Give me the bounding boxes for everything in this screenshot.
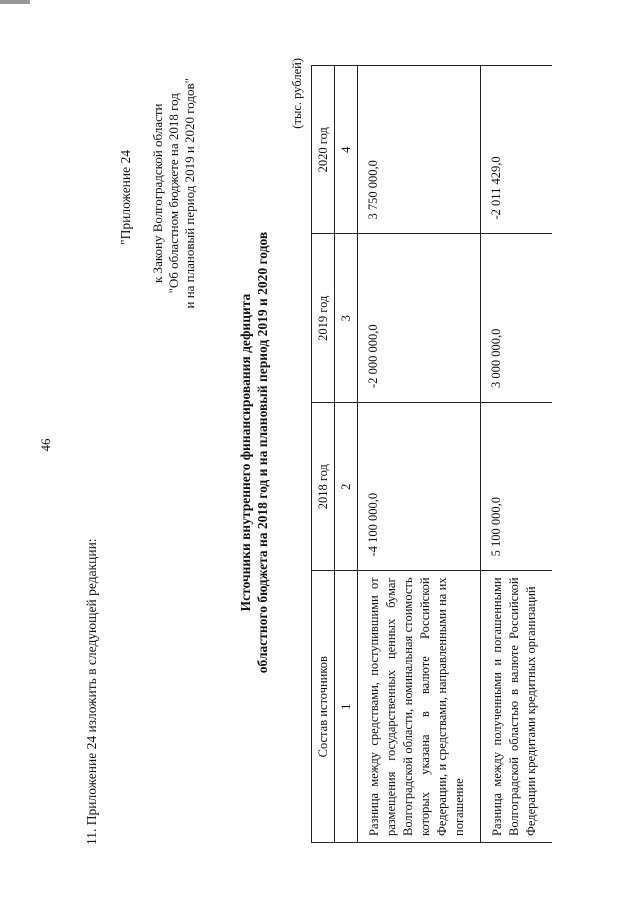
law-ref-line1: к Закону Волгоградской области [150, 103, 165, 284]
column-number-row [335, 66, 358, 843]
intro-text: 11. Приложение 24 изложить в следующей редакции: [84, 538, 99, 845]
document-title [237, 0, 271, 905]
law-ref-line2: "Об областном бюджете на 2018 год [166, 93, 181, 294]
value-2019-cell: -2 000 000,0 [358, 234, 481, 402]
header-cell: 2019 год [312, 234, 335, 402]
table-row [481, 66, 553, 843]
header-cell: 2020 год [312, 66, 335, 235]
sources-table [311, 65, 552, 843]
value-2020-cell: 3 750 000,0 [358, 66, 481, 235]
law-reference [150, 78, 198, 309]
appendix-label: "Приложение 24 [118, 150, 133, 245]
title-line1: Источники внутреннего финансирования дефицита [238, 293, 253, 612]
value-2018-cell: -4 100 000,0 [358, 402, 481, 570]
table-row [358, 66, 481, 843]
column-number-cell: 2 [335, 402, 358, 570]
page-number: 46 [38, 438, 53, 452]
title-line2: областного бюджета на 2018 год и на плановый период 2019 и 2020 годов [255, 231, 270, 674]
unit-label: (тыс. рублей) [290, 58, 304, 129]
value-2020-cell: -2 011 429,0 [481, 66, 553, 235]
law-ref-line3: и на плановый период 2019 и 2020 годов" [182, 78, 197, 309]
table-header-row [312, 66, 335, 843]
column-number-cell: 3 [335, 234, 358, 402]
header-cell: 2018 год [312, 402, 335, 570]
column-number-cell: 1 [335, 571, 358, 843]
value-2018-cell: 5 100 000,0 [481, 402, 553, 570]
column-number-cell: 4 [335, 66, 358, 235]
source-name-cell: Разница между полученными и погашенными Волгоградской областью в валюте Российской Федерации кредитами кредитных организаций [481, 571, 553, 843]
header-cell: Состав источников [312, 571, 335, 843]
value-2019-cell: 3 000 000,0 [481, 234, 553, 402]
source-name-cell: Разница между средствами, поступившими от размещения государственных ценных бумаг Волгоградской области, номинальная стоимость которых указана в валюте Российской Федерации, и средствами, направленными на их погашение [358, 571, 481, 843]
